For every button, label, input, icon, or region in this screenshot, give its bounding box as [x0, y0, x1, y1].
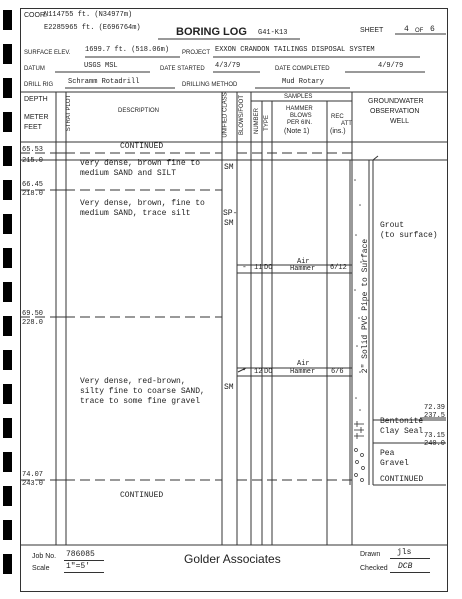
col-depth: DEPTH	[24, 96, 48, 103]
sample-11-hammer-b: Hammer	[290, 265, 316, 273]
description-1b: medium SAND and SILT	[80, 169, 177, 178]
sample-12-type: DO	[264, 368, 273, 376]
col-att: ATT	[341, 121, 352, 127]
description-3c: trace to some fine gravel	[80, 397, 201, 406]
checked-by: DCB	[398, 562, 413, 571]
depth-ft-1: 215.0	[22, 157, 44, 165]
col-samples: SAMPLES	[284, 94, 313, 100]
well-elev-ft-2: 240.0	[424, 440, 446, 448]
boring-log-title: BORING LOG	[176, 26, 247, 38]
sample-11-blows: -	[242, 263, 247, 272]
col-hammer-blows: BLOWS	[290, 113, 312, 119]
description-2a: Very dense, brown, fine to	[80, 199, 205, 208]
well-grout-label: Grout	[380, 221, 405, 230]
description-2b: medium SAND, trace silt	[80, 209, 191, 218]
coor-label: COOR.	[24, 12, 47, 19]
job-number: 786085	[66, 550, 95, 559]
sample-11-hammer-a: Air	[297, 258, 310, 266]
col-well: WELL	[390, 118, 410, 125]
well-clay-seal-label: Clay Seal	[380, 427, 424, 436]
unified-class-1: SM	[224, 163, 234, 172]
well-gravel-label: Gravel	[380, 459, 409, 468]
depth-m-1: 65.53	[22, 146, 44, 154]
well-bentonite-label: Bentonite	[380, 417, 424, 426]
col-rec: REC	[331, 114, 344, 120]
description-1a: Very dense, brown fine to	[80, 159, 201, 168]
sample-12-hammer-a: Air	[297, 360, 310, 368]
unified-class-2a: SP-	[223, 209, 238, 218]
drill-rig-label: DRILL RIG	[24, 82, 54, 88]
col-unified-class: UNIFIED CLASS	[222, 92, 229, 138]
date-completed: 4/9/79	[378, 62, 404, 70]
well-grout-note: (to surface)	[380, 231, 438, 240]
drawn-by: jls	[397, 548, 412, 557]
datum-value: USGS MSL	[84, 62, 118, 70]
col-hammer: HAMMER	[286, 106, 313, 112]
boring-id: G41-K13	[258, 29, 288, 37]
depth-m-2: 66.45	[22, 181, 44, 189]
footer-underlines	[64, 572, 104, 573]
continued-top: CONTINUED	[120, 142, 164, 151]
col-hammer-note: (Note 1)	[284, 128, 310, 135]
col-groundwater: GROUNDWATER	[368, 98, 424, 105]
project-label: PROJECT	[182, 50, 211, 56]
col-type: TYPE	[263, 115, 270, 131]
datum-label: DATUM	[24, 66, 45, 72]
sample-12-number: 12	[254, 368, 263, 376]
drill-rig: Schramm Rotadrill	[68, 78, 140, 86]
drawn-label: Drawn	[360, 551, 381, 558]
depth-ft-4: 243.0	[22, 480, 44, 488]
date-started: 4/3/79	[215, 62, 241, 70]
col-blows-foot: BLOWS/FOOT	[239, 94, 246, 136]
surface-elevation: 1699.7 ft. (518.06m)	[85, 46, 170, 54]
col-observation: OBSERVATION	[370, 108, 420, 115]
date-started-label: DATE STARTED	[160, 66, 205, 72]
sheet-total: 6	[430, 25, 435, 34]
col-strat-plot: STRAT PLOT	[66, 94, 73, 132]
depth-ft-2: 218.0	[22, 190, 44, 198]
footer-underlines	[64, 560, 104, 561]
description-3b: silty fine to coarse SAND,	[80, 387, 205, 396]
unified-class-3: SM	[224, 383, 234, 392]
col-number: NUMBER	[254, 107, 261, 135]
job-no-label: Job No.	[32, 553, 57, 560]
well-elev-m-2: 73.15	[424, 432, 446, 440]
drilling-method: Mud Rotary	[282, 78, 325, 86]
well-continued: CONTINUED	[380, 475, 424, 484]
well-pipe-label: 2" Solid PVC Pipe to Surface	[361, 238, 370, 374]
depth-m-3: 69.50	[22, 310, 44, 318]
sheet-of-label: OF	[415, 28, 424, 34]
drilling-method-label: DRILLING METHOD	[182, 82, 238, 88]
well-elev-ft-1: 237.5	[424, 412, 446, 420]
footer-underlines	[390, 558, 430, 559]
well-pea-label: Pea	[380, 449, 395, 458]
date-completed-label: DATE COMPLETED	[275, 66, 330, 72]
sample-12-recovery: 6/6	[331, 368, 344, 376]
depth-ft-3: 228.0	[22, 319, 44, 327]
description-3a: Very dense, red-brown,	[80, 377, 186, 386]
sample-11-number: 11	[254, 264, 263, 272]
coordinate-north: N114755 ft. (N34977m)	[44, 11, 133, 19]
unified-class-2b: SM	[224, 219, 234, 228]
sample-12-blows: -	[242, 367, 247, 375]
well-elev-m-1: 72.39	[424, 404, 446, 412]
footer-underlines	[390, 572, 430, 573]
sheet-number: 4	[404, 25, 409, 34]
col-hammer-per6in: PER 6IN.	[287, 120, 313, 126]
project-name: EXXON CRANDON TAILINGS DISPOSAL SYSTEM	[215, 46, 375, 54]
scale-value: 1"=5'	[66, 562, 91, 571]
surface-elev-label: SURFACE ELEV.	[24, 50, 71, 56]
checked-label: Checked	[360, 565, 388, 572]
sample-11-type: DO	[264, 264, 273, 272]
sample-12-hammer-b: Hammer	[290, 368, 316, 376]
continued-bottom: CONTINUED	[120, 491, 164, 500]
scale-label: Scale	[32, 565, 50, 572]
company-name: Golder Associates	[184, 552, 281, 566]
depth-m-4: 74.07	[22, 471, 44, 479]
col-description: DESCRIPTION	[118, 108, 160, 114]
sheet-label: SHEET	[360, 27, 384, 34]
col-depth-feet: FEET	[24, 124, 42, 131]
coordinate-east: E2285965 ft. (E696764m)	[44, 24, 141, 32]
sample-11-recovery: 6/12	[330, 264, 347, 272]
col-rec-ins: (ins.)	[330, 128, 346, 135]
col-depth-meter: METER	[24, 114, 49, 121]
